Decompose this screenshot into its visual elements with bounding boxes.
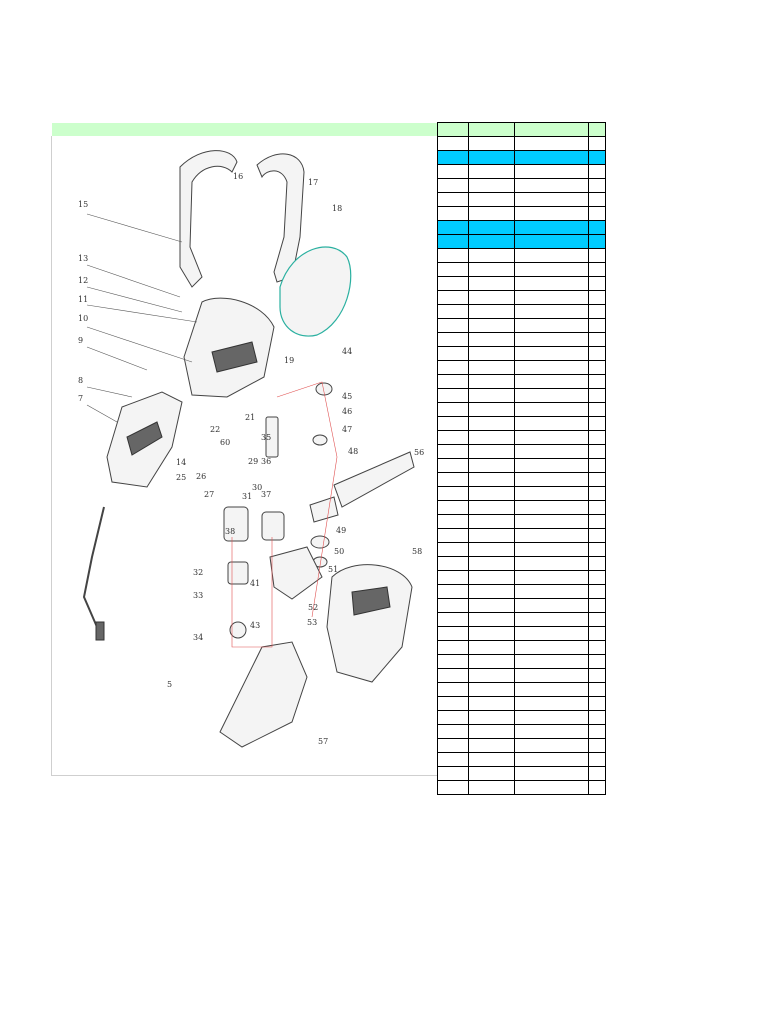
table-cell xyxy=(469,585,515,599)
right-cover-part xyxy=(327,565,412,682)
diagram-header-bar xyxy=(52,123,437,136)
callout-label: 19 xyxy=(284,356,295,365)
table-cell xyxy=(515,207,589,221)
table-cell xyxy=(589,655,606,669)
table-cell xyxy=(438,179,469,193)
table-cell xyxy=(589,543,606,557)
table-cell xyxy=(469,571,515,585)
table-row xyxy=(438,515,606,529)
table-cell xyxy=(515,179,589,193)
table-cell xyxy=(515,669,589,683)
table-cell xyxy=(438,473,469,487)
table-cell xyxy=(469,151,515,165)
table-cell xyxy=(515,711,589,725)
table-row xyxy=(438,473,606,487)
table-cell xyxy=(438,361,469,375)
table-cell xyxy=(515,543,589,557)
table-cell xyxy=(515,725,589,739)
table-cell xyxy=(469,179,515,193)
table-cell xyxy=(589,417,606,431)
callout-label: 21 xyxy=(245,413,256,422)
callout-label: 26 xyxy=(196,472,207,481)
callout-label: 38 xyxy=(225,527,236,536)
table-cell xyxy=(589,249,606,263)
table-row xyxy=(438,683,606,697)
table-row xyxy=(438,403,606,417)
table-cell xyxy=(469,389,515,403)
table-cell xyxy=(589,403,606,417)
table-cell xyxy=(515,417,589,431)
table-cell xyxy=(438,571,469,585)
table-cell xyxy=(438,137,469,151)
callout-label: 47 xyxy=(342,425,353,434)
table-row xyxy=(438,361,606,375)
table-cell xyxy=(515,515,589,529)
table-cell xyxy=(589,585,606,599)
callout-label: 34 xyxy=(193,633,204,642)
table-row xyxy=(438,235,606,249)
table-cell xyxy=(438,669,469,683)
callout-label: 48 xyxy=(348,447,359,456)
table-cell xyxy=(515,753,589,767)
discs-part xyxy=(311,383,332,567)
table-cell xyxy=(589,711,606,725)
table-cell xyxy=(515,683,589,697)
table-cell xyxy=(469,753,515,767)
table-cell xyxy=(589,151,606,165)
callout-label: 7 xyxy=(78,394,84,403)
table-cell xyxy=(438,305,469,319)
callout-label: 9 xyxy=(78,336,84,345)
table-cell xyxy=(515,361,589,375)
table-cell xyxy=(589,781,606,795)
table-cell xyxy=(515,697,589,711)
table-cell xyxy=(469,487,515,501)
table-cell xyxy=(469,165,515,179)
table-row xyxy=(438,753,606,767)
table-cell xyxy=(589,179,606,193)
table-cell xyxy=(515,613,589,627)
table-cell xyxy=(469,221,515,235)
table-cell xyxy=(589,347,606,361)
callout-label: 31 xyxy=(242,492,253,501)
table-cell xyxy=(469,319,515,333)
table-cell xyxy=(469,711,515,725)
table-row xyxy=(438,151,606,165)
table-cell xyxy=(469,123,515,137)
table-row xyxy=(438,291,606,305)
table-cell xyxy=(515,333,589,347)
table-cell xyxy=(469,459,515,473)
table-cell xyxy=(469,739,515,753)
table-cell xyxy=(589,333,606,347)
table-cell xyxy=(515,739,589,753)
table-cell xyxy=(438,697,469,711)
table-row xyxy=(438,389,606,403)
callout-label: 14 xyxy=(176,458,187,467)
table-row xyxy=(438,137,606,151)
table-row xyxy=(438,193,606,207)
table-cell xyxy=(438,207,469,221)
table-cell xyxy=(515,767,589,781)
table-cell xyxy=(589,165,606,179)
table-cell xyxy=(589,431,606,445)
table-cell xyxy=(469,641,515,655)
table-cell xyxy=(469,599,515,613)
table-cell xyxy=(438,193,469,207)
table-cell xyxy=(438,501,469,515)
table-cell xyxy=(438,291,469,305)
table-row xyxy=(438,529,606,543)
table-cell xyxy=(515,445,589,459)
table-row xyxy=(438,305,606,319)
table-cell xyxy=(515,137,589,151)
table-row xyxy=(438,207,606,221)
table-cell xyxy=(515,557,589,571)
callout-label: 57 xyxy=(318,737,329,746)
table-cell xyxy=(438,221,469,235)
table-row xyxy=(438,459,606,473)
table-cell xyxy=(589,697,606,711)
table-cell xyxy=(589,459,606,473)
table-cell xyxy=(469,431,515,445)
table-cell xyxy=(469,529,515,543)
table-cell xyxy=(589,725,606,739)
table-cell xyxy=(589,473,606,487)
table-cell xyxy=(515,781,589,795)
table-cell xyxy=(515,249,589,263)
table-cell xyxy=(438,277,469,291)
table-cell xyxy=(469,291,515,305)
table-cell xyxy=(438,375,469,389)
table-cell xyxy=(469,697,515,711)
table-cell xyxy=(589,123,606,137)
table-row xyxy=(438,557,606,571)
table-row xyxy=(438,249,606,263)
callout-label: 11 xyxy=(78,295,89,304)
table-row xyxy=(438,487,606,501)
table-cell xyxy=(469,543,515,557)
table-cell xyxy=(469,725,515,739)
parts-list-table xyxy=(437,122,606,795)
table-cell xyxy=(589,487,606,501)
callout-label: 33 xyxy=(193,591,204,600)
table-cell xyxy=(438,347,469,361)
table-cell xyxy=(469,207,515,221)
callout-label: 45 xyxy=(342,392,353,401)
table-row xyxy=(438,347,606,361)
table-cell xyxy=(438,781,469,795)
table-cell xyxy=(589,137,606,151)
callout-label: 52 xyxy=(308,603,319,612)
table-cell xyxy=(589,207,606,221)
table-row xyxy=(438,179,606,193)
table-row xyxy=(438,277,606,291)
callout-label: 50 xyxy=(334,547,345,556)
table-cell xyxy=(589,515,606,529)
table-cell xyxy=(469,655,515,669)
table-cell xyxy=(438,529,469,543)
callout-label: 17 xyxy=(308,178,319,187)
table-row xyxy=(438,655,606,669)
table-row xyxy=(438,613,606,627)
table-cell xyxy=(469,557,515,571)
table-cell xyxy=(469,375,515,389)
table-cell xyxy=(438,333,469,347)
table-row xyxy=(438,697,606,711)
table-cell xyxy=(469,403,515,417)
table-cell xyxy=(515,599,589,613)
table-cell xyxy=(438,683,469,697)
table-cell xyxy=(438,389,469,403)
table-cell xyxy=(438,585,469,599)
table-cell xyxy=(438,403,469,417)
table-cell xyxy=(515,221,589,235)
table-cell xyxy=(589,445,606,459)
table-cell xyxy=(469,501,515,515)
table-cell xyxy=(438,249,469,263)
table-cell xyxy=(438,263,469,277)
table-cell xyxy=(438,627,469,641)
table-cell xyxy=(469,613,515,627)
callout-label: 43 xyxy=(250,621,261,630)
table-cell xyxy=(469,137,515,151)
table-cell xyxy=(469,235,515,249)
callout-label: 29 xyxy=(248,457,259,466)
table-cell xyxy=(438,543,469,557)
table-row xyxy=(438,417,606,431)
table-cell xyxy=(589,263,606,277)
parts-table-body xyxy=(438,123,606,795)
blade-guard-part xyxy=(220,642,307,747)
table-cell xyxy=(438,767,469,781)
table-cell xyxy=(469,767,515,781)
table-cell xyxy=(589,669,606,683)
table-cell xyxy=(589,305,606,319)
table-cell xyxy=(589,683,606,697)
table-cell xyxy=(515,641,589,655)
table-row xyxy=(438,725,606,739)
table-row xyxy=(438,221,606,235)
table-row xyxy=(438,333,606,347)
table-cell xyxy=(589,375,606,389)
table-cell xyxy=(589,319,606,333)
callout-label: 22 xyxy=(210,425,221,434)
callout-label: 37 xyxy=(261,490,272,499)
table-cell xyxy=(438,417,469,431)
table-cell xyxy=(589,361,606,375)
table-cell xyxy=(589,599,606,613)
callout-label: 25 xyxy=(176,473,187,482)
table-row xyxy=(438,739,606,753)
table-cell xyxy=(469,305,515,319)
table-cell xyxy=(515,263,589,277)
table-row xyxy=(438,599,606,613)
table-cell xyxy=(515,459,589,473)
table-cell xyxy=(515,501,589,515)
table-cell xyxy=(589,753,606,767)
table-cell xyxy=(469,445,515,459)
table-cell xyxy=(515,347,589,361)
power-cord-part xyxy=(84,507,104,640)
callout-label: 13 xyxy=(78,254,89,263)
callout-label: 46 xyxy=(342,407,353,416)
table-cell xyxy=(438,739,469,753)
table-cell xyxy=(515,571,589,585)
callout-label: 51 xyxy=(328,565,339,574)
table-cell xyxy=(515,655,589,669)
callout-label: 49 xyxy=(336,526,347,535)
table-cell xyxy=(469,263,515,277)
table-cell xyxy=(469,249,515,263)
table-cell xyxy=(438,165,469,179)
table-cell xyxy=(515,627,589,641)
callout-label: 27 xyxy=(204,490,215,499)
table-cell xyxy=(515,473,589,487)
blade-part xyxy=(310,452,414,522)
table-row xyxy=(438,767,606,781)
table-cell xyxy=(438,725,469,739)
table-cell xyxy=(589,291,606,305)
table-row xyxy=(438,543,606,557)
table-cell xyxy=(438,655,469,669)
table-cell xyxy=(515,235,589,249)
table-cell xyxy=(589,627,606,641)
table-row xyxy=(438,319,606,333)
callout-label: 36 xyxy=(261,457,272,466)
callout-label: 10 xyxy=(78,314,89,323)
callout-label: 16 xyxy=(233,172,244,181)
table-cell xyxy=(515,529,589,543)
table-cell xyxy=(438,459,469,473)
table-row xyxy=(438,375,606,389)
callout-label: 35 xyxy=(261,433,272,442)
table-row xyxy=(438,445,606,459)
table-cell xyxy=(515,319,589,333)
table-cell xyxy=(515,277,589,291)
table-cell xyxy=(515,165,589,179)
table-row xyxy=(438,627,606,641)
table-cell xyxy=(469,515,515,529)
table-row xyxy=(438,585,606,599)
table-row xyxy=(438,501,606,515)
table-row xyxy=(438,263,606,277)
table-cell xyxy=(438,753,469,767)
table-cell xyxy=(438,557,469,571)
main-housing-part xyxy=(184,298,274,397)
gearbox-plate-part xyxy=(270,547,322,599)
callout-label: 30 xyxy=(252,483,263,492)
table-row xyxy=(438,669,606,683)
table-cell xyxy=(438,613,469,627)
table-cell xyxy=(589,193,606,207)
table-cell xyxy=(469,627,515,641)
table-cell xyxy=(438,151,469,165)
table-cell xyxy=(438,711,469,725)
table-cell xyxy=(469,781,515,795)
table-cell xyxy=(469,473,515,487)
callout-label: 53 xyxy=(307,618,318,627)
table-cell xyxy=(438,487,469,501)
table-cell xyxy=(589,641,606,655)
table-cell xyxy=(515,431,589,445)
callout-label: 41 xyxy=(250,579,261,588)
table-row xyxy=(438,165,606,179)
table-row xyxy=(438,571,606,585)
table-cell xyxy=(438,599,469,613)
table-cell xyxy=(515,193,589,207)
table-cell xyxy=(469,333,515,347)
table-cell xyxy=(515,487,589,501)
table-cell xyxy=(589,501,606,515)
table-cell xyxy=(515,389,589,403)
table-cell xyxy=(515,123,589,137)
table-cell xyxy=(589,529,606,543)
table-cell xyxy=(469,683,515,697)
callout-label: 44 xyxy=(342,347,353,356)
table-cell xyxy=(469,193,515,207)
table-cell xyxy=(589,221,606,235)
callout-label: 56 xyxy=(414,448,425,457)
table-cell xyxy=(438,641,469,655)
callout-label: 60 xyxy=(220,438,231,447)
callout-label: 5 xyxy=(167,680,173,689)
table-cell xyxy=(515,305,589,319)
callout-label: 58 xyxy=(412,547,423,556)
table-cell xyxy=(438,235,469,249)
table-cell xyxy=(589,767,606,781)
table-cell xyxy=(469,417,515,431)
callout-label: 12 xyxy=(78,276,89,285)
callout-label: 8 xyxy=(78,376,84,385)
table-cell xyxy=(515,585,589,599)
table-cell xyxy=(469,361,515,375)
table-cell xyxy=(438,319,469,333)
table-cell xyxy=(589,389,606,403)
table-cell xyxy=(515,375,589,389)
table-cell xyxy=(469,669,515,683)
table-cell xyxy=(589,571,606,585)
table-cell xyxy=(589,557,606,571)
table-cell xyxy=(515,403,589,417)
table-cell xyxy=(438,431,469,445)
table-row xyxy=(438,781,606,795)
callout-label: 32 xyxy=(193,568,204,577)
table-cell xyxy=(438,445,469,459)
table-cell xyxy=(438,515,469,529)
table-row xyxy=(438,641,606,655)
table-cell xyxy=(438,123,469,137)
callout-label: 18 xyxy=(332,204,343,213)
table-row xyxy=(438,431,606,445)
callout-label: 15 xyxy=(78,200,89,209)
table-cell xyxy=(515,151,589,165)
table-row xyxy=(438,123,606,137)
table-cell xyxy=(589,739,606,753)
exploded-view-diagram xyxy=(52,137,437,775)
table-row xyxy=(438,711,606,725)
table-cell xyxy=(589,235,606,249)
table-cell xyxy=(589,613,606,627)
rear-housing-part xyxy=(107,392,182,487)
table-cell xyxy=(469,347,515,361)
table-cell xyxy=(469,277,515,291)
table-cell xyxy=(589,277,606,291)
table-cell xyxy=(515,291,589,305)
